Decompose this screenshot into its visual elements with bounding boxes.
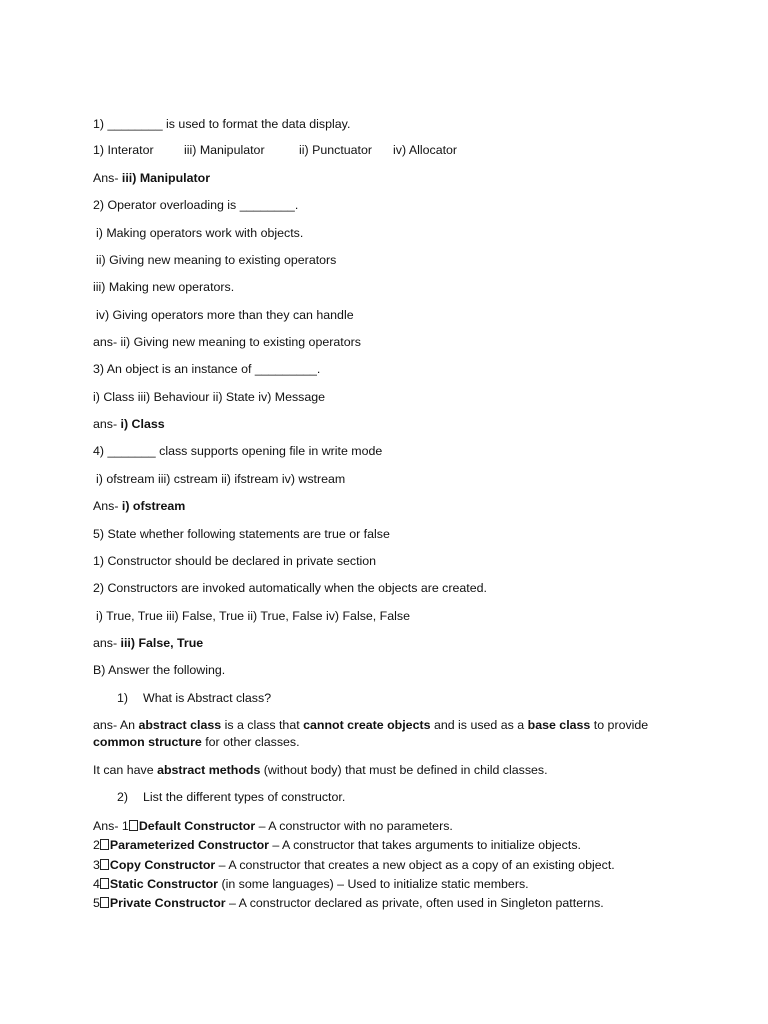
missing-glyph-icon	[100, 839, 109, 850]
text: It can have	[93, 763, 158, 777]
q3-options: i) Class iii) Behaviour ii) State iv) Message	[93, 390, 326, 404]
section-b-heading: B) Answer the following.	[93, 663, 226, 677]
answer-prefix: ans-	[93, 417, 121, 431]
q1-answer	[93, 170, 210, 186]
answer-value: i) Class	[120, 417, 165, 431]
missing-glyph-icon	[100, 897, 109, 908]
answer-value: iii) False, True	[120, 636, 204, 650]
term: base class	[527, 718, 591, 732]
section-b-question-1	[117, 690, 271, 706]
item-number: 4	[93, 877, 100, 891]
abstract-answer-line-2	[93, 734, 300, 750]
constructor-item-5	[93, 895, 604, 911]
q2-question: 2) Operator overloading is ________.	[93, 198, 299, 212]
text: ans- An	[93, 718, 139, 732]
text: – A constructor with no parameters.	[255, 819, 453, 833]
term: Private Constructor	[109, 896, 226, 910]
q1-option-3: ii) Punctuator	[299, 143, 373, 157]
text: (in some languages) – Used to initialize static members.	[218, 877, 529, 891]
section-b-question-2	[117, 789, 345, 805]
text: – A constructor declared as private, often used in Singleton patterns.	[225, 896, 604, 910]
text: is a class that	[221, 718, 304, 732]
constructor-item-4	[93, 876, 529, 892]
q2-answer: ans- ii) Giving new meaning to existing operators	[93, 335, 361, 349]
abstract-answer-line-3	[93, 762, 548, 778]
q3-question: 3) An object is an instance of _________.	[93, 362, 321, 376]
answer-prefix: Ans-	[93, 171, 122, 185]
answer-prefix: ans-	[93, 636, 121, 650]
q4-question: 4) _______ class supports opening file in write mode	[93, 444, 383, 458]
term: abstract methods	[157, 763, 261, 777]
item-number: 1	[121, 819, 129, 833]
question-text: List the different types of constructor.	[143, 790, 346, 804]
term: Copy Constructor	[109, 858, 216, 872]
answer-prefix: Ans-	[93, 819, 122, 833]
abstract-answer-line-1	[93, 717, 648, 733]
term: Parameterized Constructor	[109, 838, 269, 852]
item-number: 5	[93, 896, 100, 910]
term: abstract class	[138, 718, 222, 732]
question-number: 1)	[117, 691, 129, 705]
text: for other classes.	[201, 735, 300, 749]
q5-statement-2: 2) Constructors are invoked automatically when the objects are created.	[93, 581, 487, 595]
q2-option-1: i) Making operators work with objects.	[96, 226, 304, 240]
answer-prefix: Ans-	[93, 499, 122, 513]
question-number: 2)	[117, 790, 129, 804]
q2-option-2: ii) Giving new meaning to existing operators	[96, 253, 337, 267]
missing-glyph-icon	[100, 859, 109, 870]
term: common structure	[93, 735, 202, 749]
q5-options: i) True, True iii) False, True ii) True, False iv) False, False	[96, 609, 410, 623]
text: and is used as a	[430, 718, 528, 732]
text: – A constructor that creates a new object as a copy of an existing object.	[215, 858, 615, 872]
constructor-item-1	[93, 818, 453, 834]
q5-answer	[93, 635, 203, 651]
q4-answer	[93, 498, 185, 514]
missing-glyph-icon	[129, 820, 138, 831]
item-number: 3	[93, 858, 100, 872]
term: Static Constructor	[109, 877, 218, 891]
q2-option-4: iv) Giving operators more than they can handle	[96, 308, 354, 322]
term: cannot create objects	[303, 718, 431, 732]
q4-options: i) ofstream iii) cstream ii) ifstream iv) wstream	[96, 472, 346, 486]
constructor-item-3	[93, 857, 615, 873]
text: to provide	[590, 718, 649, 732]
missing-glyph-icon	[100, 878, 109, 889]
q1-option-1: 1) Interator	[93, 143, 154, 157]
term: Default Constructor	[138, 819, 256, 833]
text: – A constructor that takes arguments to initialize objects.	[268, 838, 581, 852]
item-number: 2	[93, 838, 100, 852]
constructor-item-2	[93, 837, 581, 853]
q1-option-4: iv) Allocator	[393, 143, 458, 157]
text: (without body) that must be defined in child classes.	[260, 763, 548, 777]
answer-value: i) ofstream	[121, 499, 186, 513]
q5-statement-1: 1) Constructor should be declared in private section	[93, 554, 377, 568]
q1-option-2: iii) Manipulator	[184, 143, 265, 157]
q2-option-3: iii) Making new operators.	[93, 280, 235, 294]
question-text: What is Abstract class?	[143, 691, 272, 705]
q1-question: 1) ________ is used to format the data display.	[93, 117, 351, 131]
answer-value: iii) Manipulator	[121, 171, 211, 185]
q1-options	[93, 142, 457, 158]
q3-answer	[93, 416, 165, 432]
q5-question: 5) State whether following statements are true or false	[93, 527, 390, 541]
